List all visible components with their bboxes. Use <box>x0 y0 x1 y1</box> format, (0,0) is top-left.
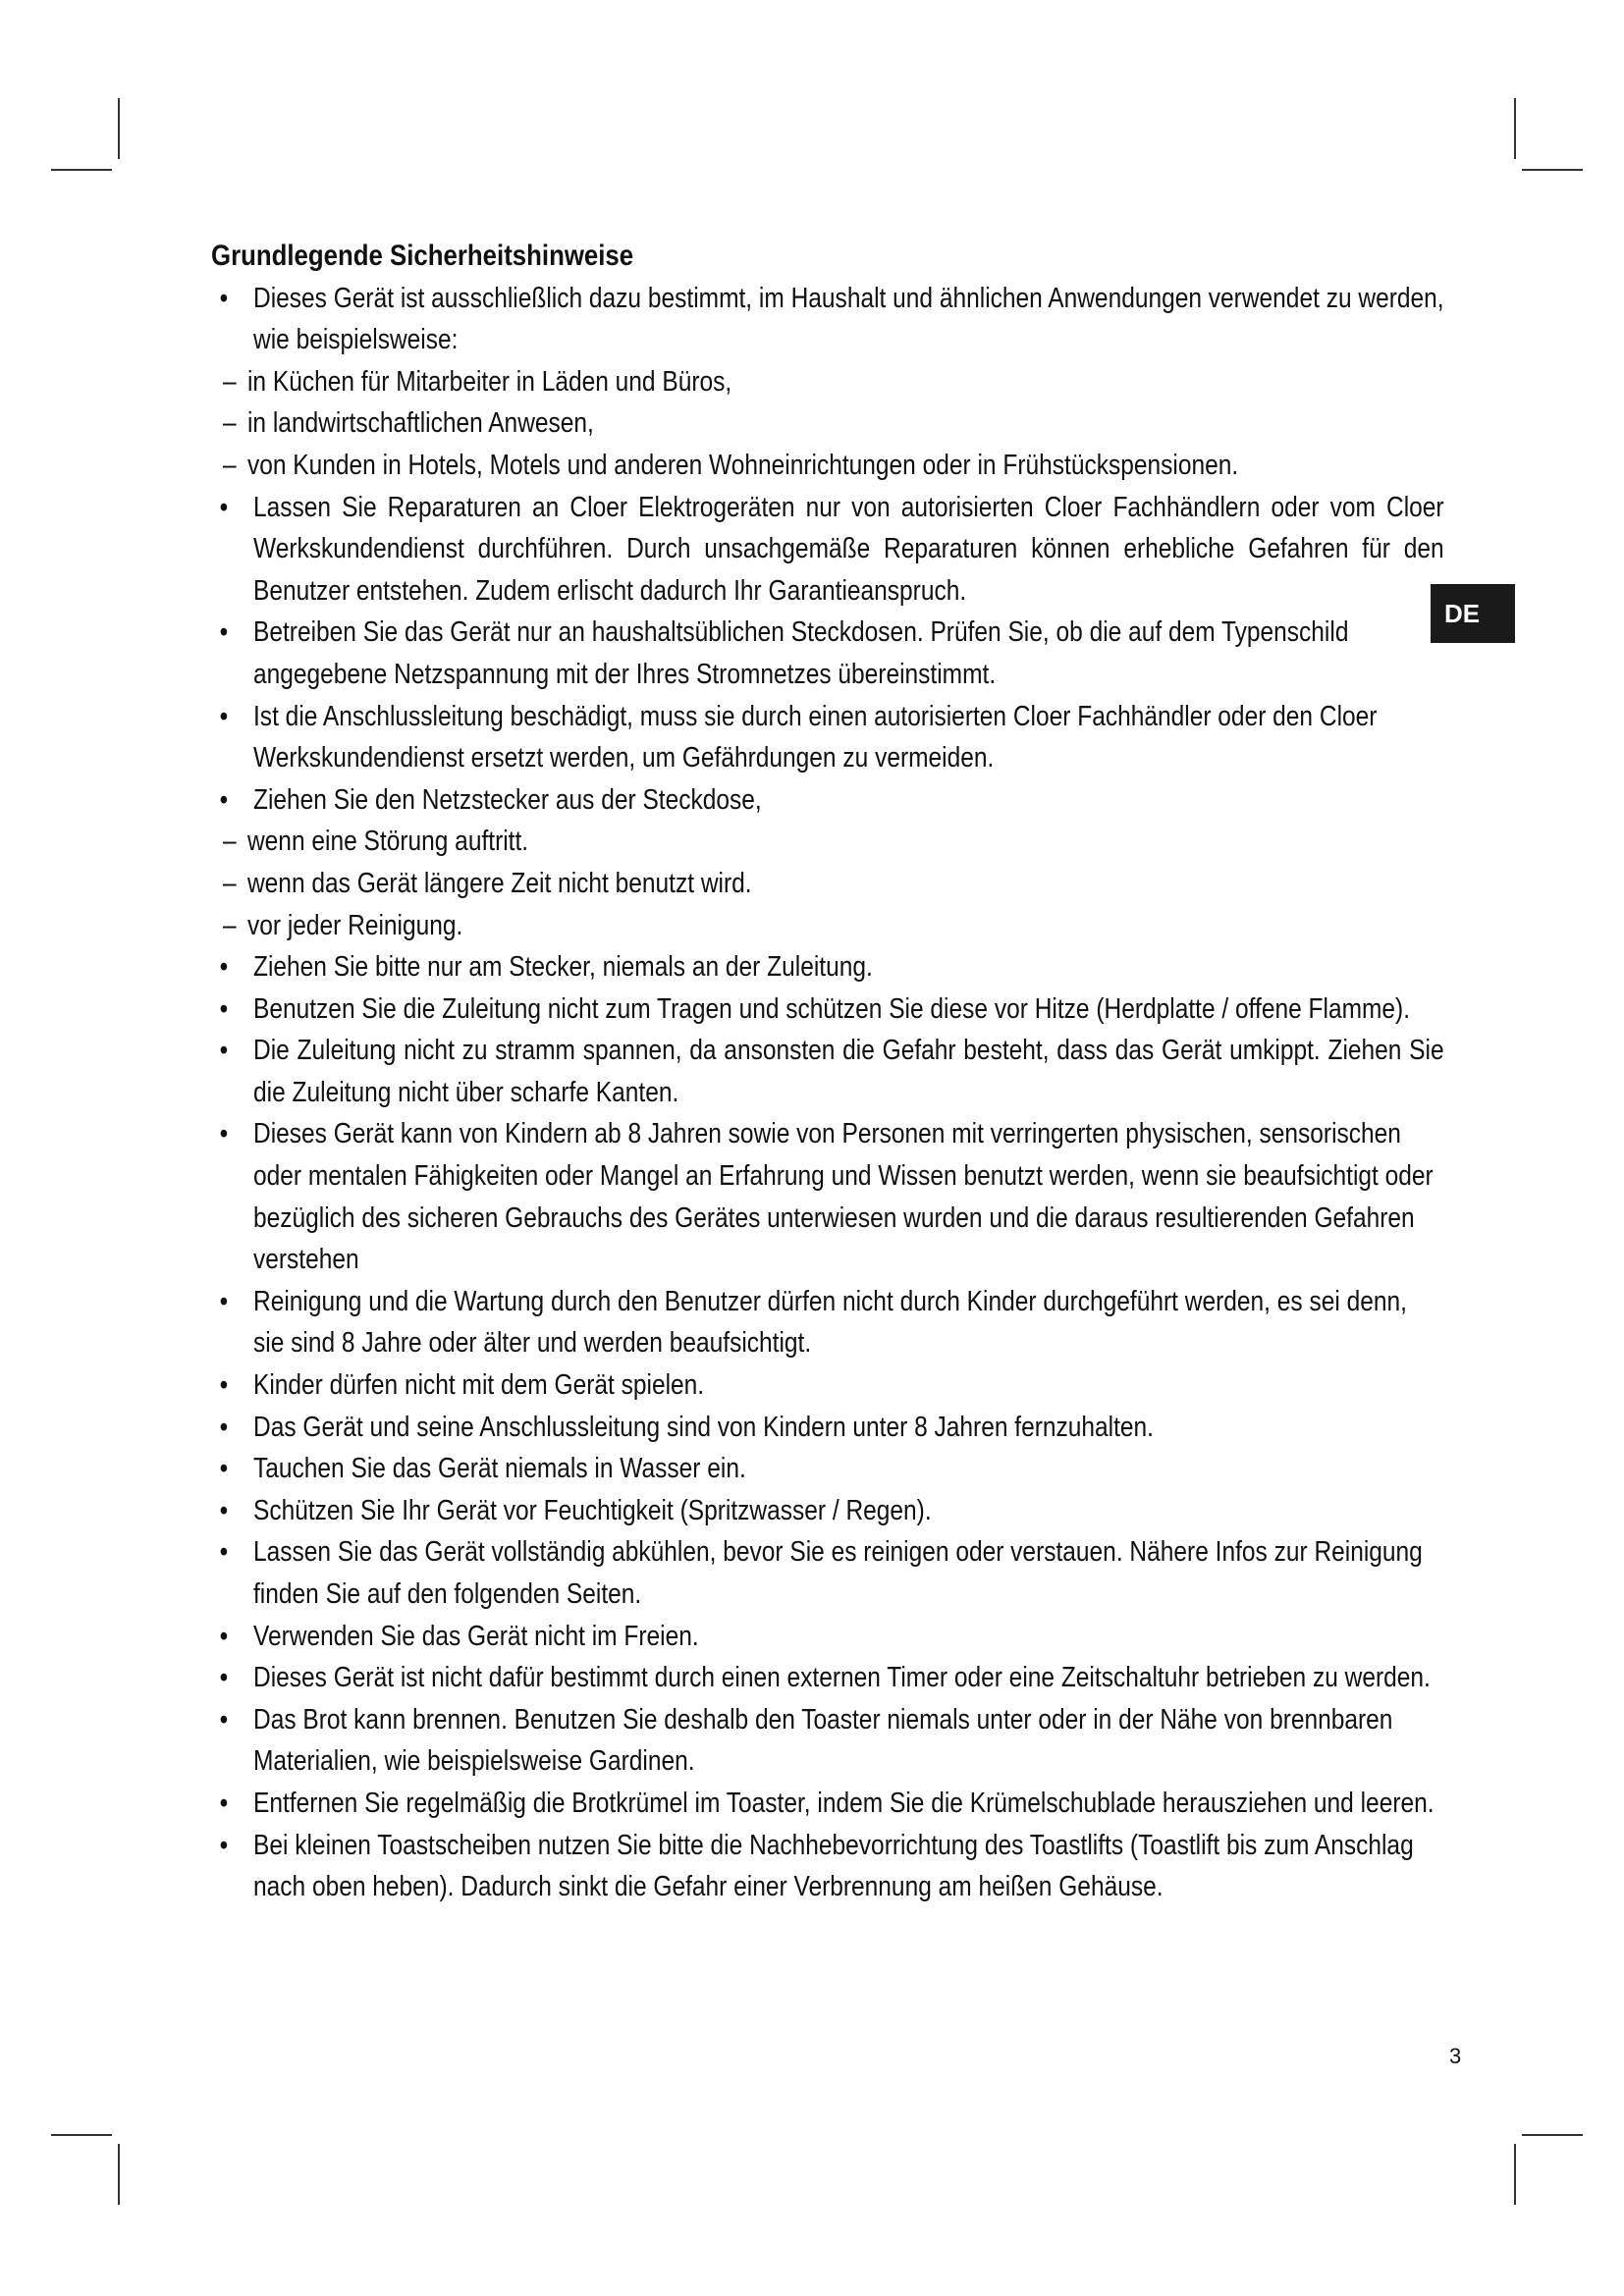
bullet-item: • Lassen Sie das Gerät vollständig abkühlen, bevor Sie es reinigen oder verstauen. Nähere Infos zur Reinigung finden Sie auf den folgenden Seiten. <box>211 1531 1444 1615</box>
sub-list-item: – in Küchen für Mitarbeiter in Läden und Büros, <box>211 361 1444 403</box>
crop-mark-bottom-right-horizontal <box>1522 2134 1583 2136</box>
bullet-item: • Das Gerät und seine Anschlussleitung sind von Kindern unter 8 Jahren fernzuhalten. <box>211 1407 1444 1449</box>
language-tab: DE <box>1431 584 1515 643</box>
bullet-item: • Kinder dürfen nicht mit dem Gerät spielen. <box>211 1364 1444 1407</box>
bullet-item: • Lassen Sie Reparaturen an Cloer Elektrogeräten nur von autorisierten Cloer Fachhändlern oder vom Cloer Werkskundendienst durchführen. Durch unsachgemäße Reparaturen können erhebliche Gefahren für den Benutzer entstehen. Zudem erlischt dadurch Ihr Garantieanspruch. <box>211 487 1444 613</box>
page-number: 3 <box>1449 2044 1462 2068</box>
bullet-item: • Tauchen Sie das Gerät niemals in Wasser ein. <box>211 1448 1444 1490</box>
bullet-item: • Entfernen Sie regelmäßig die Brotkrümel im Toaster, indem Sie die Krümelschublade herausziehen und leeren. <box>211 1783 1444 1825</box>
bullet-item: • Ist die Anschlussleitung beschädigt, muss sie durch einen autorisierten Cloer Fachhändler oder den Cloer Werkskundendienst ersetzt werden, um Gefährdungen zu vermeiden. <box>211 696 1444 779</box>
bullet-item: • Das Brot kann brennen. Benutzen Sie deshalb den Toaster niemals unter oder in der Nähe von brennbaren Materialien, wie beispielsweise Gardinen. <box>211 1699 1444 1783</box>
crop-mark-top-right-vertical <box>1514 98 1516 159</box>
section-title: Grundlegende Sicherheitshinweise <box>211 240 634 272</box>
sub-list-item: – in landwirtschaftlichen Anwesen, <box>211 402 1444 445</box>
crop-mark-top-right-horizontal <box>1522 169 1583 171</box>
sub-list-item: – wenn das Gerät längere Zeit nicht benutzt wird. <box>211 863 1444 905</box>
bullet-item: • Ziehen Sie bitte nur am Stecker, niemals an der Zuleitung. <box>211 946 1444 988</box>
crop-mark-bottom-left-vertical <box>118 2144 120 2205</box>
bullet-item: • Ziehen Sie den Netzstecker aus der Steckdose, <box>211 779 1444 822</box>
crop-mark-bottom-left-horizontal <box>51 2134 112 2136</box>
bullet-item: • Dieses Gerät ist ausschließlich dazu bestimmt, im Haushalt und ähnlichen Anwendungen verwendet zu werden, wie beispielsweise: <box>211 278 1444 361</box>
bullet-item: • Dieses Gerät kann von Kindern ab 8 Jahren sowie von Personen mit verringerten physischen, sensorischen oder mentalen Fähigkeiten oder Mangel an Erfahrung und Wissen benutzt werden, wenn sie beaufsichtigt oder bezüglich des sicheren Gebrauchs des Gerätes unterwiesen wurden und die daraus resultierenden Gefahren verstehen <box>211 1113 1444 1280</box>
instruction-list <box>211 278 1444 1908</box>
sub-list-item: – von Kunden in Hotels, Motels und anderen Wohneinrichtungen oder in Frühstückspensionen. <box>211 445 1444 487</box>
bullet-item: • Reinigung und die Wartung durch den Benutzer dürfen nicht durch Kinder durchgeführt werden, es sei denn, sie sind 8 Jahre oder älter und werden beaufsichtigt. <box>211 1281 1444 1364</box>
bullet-item: • Schützen Sie Ihr Gerät vor Feuchtigkeit (Spritzwasser / Regen). <box>211 1490 1444 1532</box>
crop-mark-top-left-vertical <box>118 98 120 159</box>
bullet-item: • Die Zuleitung nicht zu stramm spannen, da ansonsten die Gefahr besteht, dass das Gerät umkippt. Ziehen Sie die Zuleitung nicht über scharfe Kanten. <box>211 1030 1444 1113</box>
bullet-item: • Bei kleinen Toastscheiben nutzen Sie bitte die Nachhebevorrichtung des Toastlifts (Toastlift bis zum Anschlag nach oben heben). Dadurch sinkt die Gefahr einer Verbrennung am heißen Gehäuse. <box>211 1825 1444 1908</box>
crop-mark-top-left-horizontal <box>51 169 112 171</box>
bullet-item: • Verwenden Sie das Gerät nicht im Freien. <box>211 1616 1444 1658</box>
safety-instructions-section <box>211 236 1444 1908</box>
bullet-item: • Benutzen Sie die Zuleitung nicht zum Tragen und schützen Sie diese vor Hitze (Herdplatte / offene Flamme). <box>211 988 1444 1031</box>
sub-list-item: – wenn eine Störung auftritt. <box>211 821 1444 863</box>
crop-mark-bottom-right-vertical <box>1514 2144 1516 2205</box>
sub-list-item: – vor jeder Reinigung. <box>211 905 1444 947</box>
bullet-item: • Dieses Gerät ist nicht dafür bestimmt durch einen externen Timer oder eine Zeitschaltuhr betrieben zu werden. <box>211 1657 1444 1699</box>
bullet-item: • Betreiben Sie das Gerät nur an haushaltsüblichen Steckdosen. Prüfen Sie, ob die auf dem Typenschild angegebene Netzspannung mit der Ihres Stromnetzes übereinstimmt. <box>211 612 1444 695</box>
